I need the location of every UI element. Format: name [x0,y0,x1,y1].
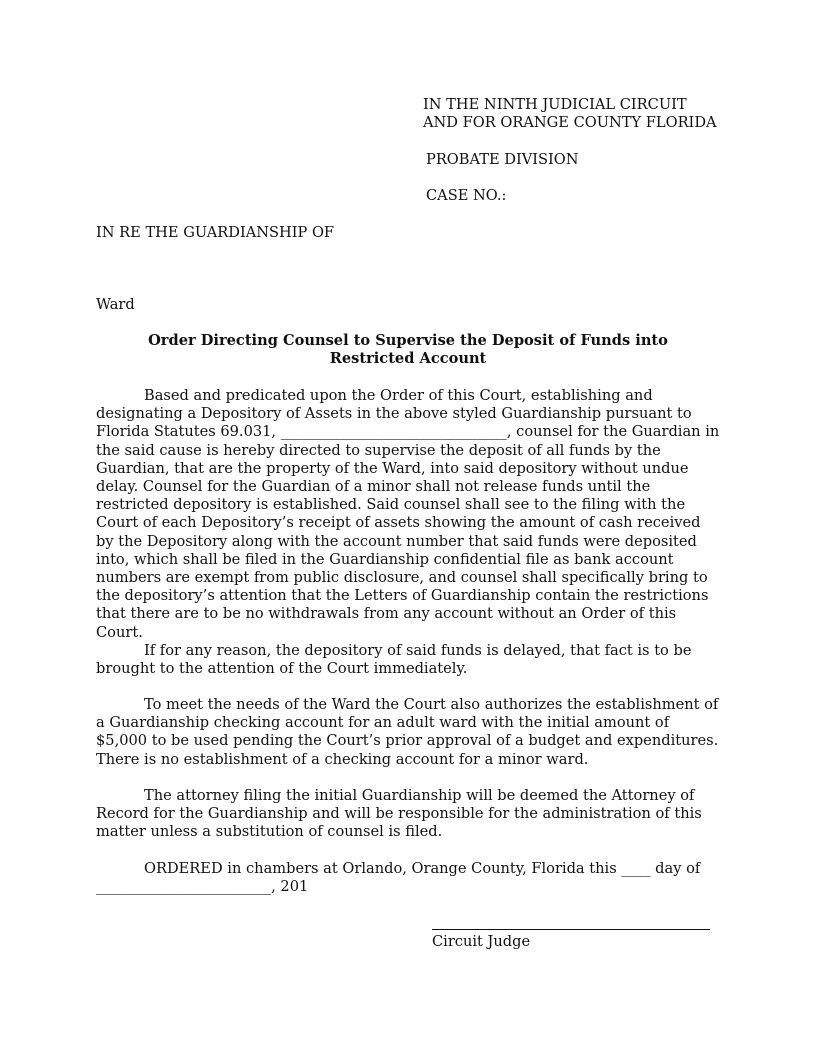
signature-line [432,929,710,930]
document-title [96,332,720,368]
case-number-label: CASE NO.: [426,187,507,204]
paragraph-checking-account [96,696,720,769]
paragraph-delay [96,642,720,678]
title-line-1: Order Directing Counsel to Supervise the Deposit of Funds into [148,332,668,349]
paragraph-attorney-of-record [96,787,720,842]
paragraph-text: The attorney filing the initial Guardianship will be deemed the Attorney of Record for the Guardianship and will be responsible for the administration of this matter unless a substitution of counsel is filed. [96,787,702,841]
court-name-line-1: IN THE NINTH JUDICIAL CIRCUIT [423,96,687,113]
division-label: PROBATE DIVISION [426,151,579,168]
in-re-caption: IN RE THE GUARDIANSHIP OF [96,224,335,241]
court-header [423,96,717,132]
title-line-2: Restricted Account [329,350,487,368]
court-name-line-2: AND FOR ORANGE COUNTY FLORIDA [423,114,717,132]
paragraph-ordered [96,860,720,896]
signature-label: Circuit Judge [432,933,531,950]
paragraph-text: Based and predicated upon the Order of this Court, establishing and designating a Depository of Assets in the above styled Guardianship pursuant to Florida Statutes 69.031, _______________________________, counsel for the Guardian in the said cause is hereby directed to supervise the deposit of all funds by the Guardian, that are the property of the Ward, into said depository without undue delay. Counsel for the Guardian of a minor shall not release funds until the restricted depository is established. Said counsel shall see to the filing with the Court of each Depository’s receipt of assets showing the amount of cash received by the Depository along with the account number that said funds were deposited into, which shall be filed in the Guardianship confidential file as bank account numbers are exempt from public disclosure, and counsel shall specifically bring to the depository’s attention that the Letters of Guardianship contain the restrictions that there are to be no withdrawals from any account without an Order of this Court. [96,387,720,641]
paragraph-text: ORDERED in chambers at Orlando, Orange County, Florida this ____ day of ________________________, 201 [96,860,701,896]
paragraph-text: To meet the needs of the Ward the Court also authorizes the establishment of a Guardianship checking account for an adult ward with the initial amount of $5,000 to be used pending the Court’s prior approval of a budget and expenditures. There is no establishment of a checking account for a minor ward. [96,696,719,768]
paragraph-depository [96,387,720,642]
ward-label: Ward [96,296,135,313]
paragraph-text: If for any reason, the depository of said funds is delayed, that fact is to be brought to the attention of the Court immediately. [96,642,692,678]
